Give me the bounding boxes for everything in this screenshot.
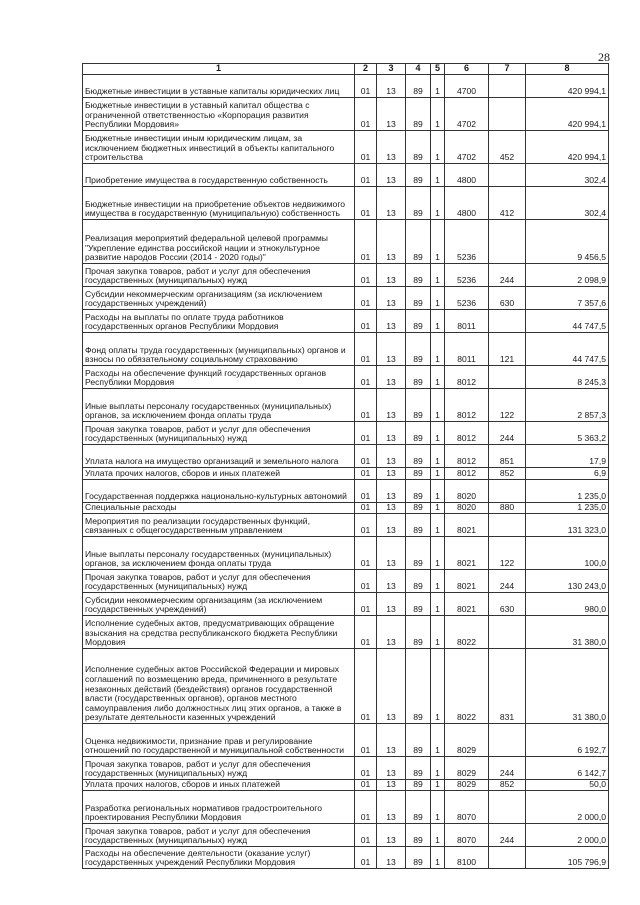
row-value-cell: 89 <box>406 480 431 503</box>
row-name-cell: Бюджетные инвестиции иным юридическим лицам, за исключением бюджетных инвестиций в объекты капитального строительства <box>83 131 355 164</box>
row-value-cell: 89 <box>406 824 431 847</box>
row-value-cell <box>489 310 526 333</box>
row-value-cell: 89 <box>406 724 431 757</box>
row-value-cell: 01 <box>355 616 377 649</box>
row-value-cell: 122 <box>489 537 526 570</box>
row-value-cell: 1 <box>431 537 445 570</box>
row-name-cell: Уплата прочих налогов, сборов и иных платежей <box>83 780 355 791</box>
row-name-cell: Прочая закупка товаров, работ и услуг для обеспечения государственных (муниципальных) нужд <box>83 824 355 847</box>
row-value-cell: 01 <box>355 570 377 593</box>
row-value-cell: 420 994,1 <box>526 98 609 131</box>
row-value-cell: 2 000,0 <box>526 791 609 824</box>
row-value-cell <box>489 75 526 98</box>
row-value-cell: 8012 <box>445 366 489 389</box>
row-value-cell: 8022 <box>445 649 489 724</box>
table-row <box>83 187 609 220</box>
row-value-cell: 01 <box>355 824 377 847</box>
table-row <box>83 468 609 480</box>
row-name-cell: Бюджетные инвестиции в уставные капиталы юридических лиц <box>83 75 355 98</box>
table-row <box>83 514 609 537</box>
row-value-cell: 8021 <box>445 537 489 570</box>
row-value-cell: 1 <box>431 366 445 389</box>
row-value-cell: 130 243,0 <box>526 570 609 593</box>
row-value-cell: 13 <box>377 220 406 264</box>
row-value-cell: 1 <box>431 131 445 164</box>
row-value-cell: 01 <box>355 847 377 869</box>
row-value-cell: 244 <box>489 264 526 287</box>
row-value-cell: 89 <box>406 468 431 480</box>
row-value-cell: 13 <box>377 287 406 310</box>
header-cell: 8 <box>526 64 609 75</box>
table-row <box>83 724 609 757</box>
row-value-cell: 89 <box>406 514 431 537</box>
row-value-cell: 13 <box>377 757 406 780</box>
header-cell: 7 <box>489 64 526 75</box>
row-value-cell: 01 <box>355 445 377 468</box>
row-name-cell: Государственная поддержка национально-культурных автономий <box>83 480 355 503</box>
row-value-cell: 01 <box>355 164 377 187</box>
table-row <box>83 537 609 570</box>
row-value-cell <box>489 791 526 824</box>
row-value-cell: 8029 <box>445 724 489 757</box>
row-value-cell: 89 <box>406 389 431 422</box>
row-value-cell: 89 <box>406 503 431 514</box>
header-cell: 2 <box>355 64 377 75</box>
row-value-cell: 13 <box>377 724 406 757</box>
row-value-cell: 2 000,0 <box>526 824 609 847</box>
table-row <box>83 98 609 131</box>
row-value-cell: 2 857,3 <box>526 389 609 422</box>
row-name-cell: Мероприятия по реализации государственных функций, связанных с общегосударственным управлением <box>83 514 355 537</box>
row-value-cell: 1 <box>431 187 445 220</box>
table-row <box>83 445 609 468</box>
row-value-cell: 89 <box>406 98 431 131</box>
row-value-cell: 302,4 <box>526 164 609 187</box>
row-value-cell: 89 <box>406 366 431 389</box>
row-value-cell: 44 747,5 <box>526 310 609 333</box>
row-value-cell: 244 <box>489 824 526 847</box>
row-name-cell: Бюджетные инвестиции на приобретение объектов недвижимого имущества в государственную (муниципальную) собственность <box>83 187 355 220</box>
row-value-cell: 2 098,9 <box>526 264 609 287</box>
row-value-cell: 01 <box>355 593 377 616</box>
row-value-cell: 1 <box>431 333 445 366</box>
row-value-cell: 1 <box>431 422 445 445</box>
row-value-cell: 980,0 <box>526 593 609 616</box>
row-value-cell: 01 <box>355 422 377 445</box>
row-value-cell: 630 <box>489 593 526 616</box>
row-name-cell: Прочая закупка товаров, работ и услуг для обеспечения государственных (муниципальных) нужд <box>83 570 355 593</box>
row-name-cell: Прочая закупка товаров, работ и услуг для обеспечения государственных (муниципальных) нужд <box>83 757 355 780</box>
row-value-cell: 89 <box>406 310 431 333</box>
row-value-cell: 89 <box>406 847 431 869</box>
row-value-cell: 7 357,6 <box>526 287 609 310</box>
table-row <box>83 503 609 514</box>
row-value-cell: 89 <box>406 131 431 164</box>
row-value-cell: 1 <box>431 389 445 422</box>
row-value-cell: 420 994,1 <box>526 131 609 164</box>
row-value-cell: 4702 <box>445 98 489 131</box>
row-value-cell: 13 <box>377 537 406 570</box>
table-row <box>83 757 609 780</box>
row-name-cell: Фонд оплаты труда государственных (муниципальных) органов и взносы по обязательному социальному страхованию <box>83 333 355 366</box>
row-value-cell: 1 <box>431 514 445 537</box>
row-value-cell: 4800 <box>445 187 489 220</box>
row-value-cell: 131 323,0 <box>526 514 609 537</box>
row-value-cell: 1 <box>431 649 445 724</box>
row-value-cell: 8029 <box>445 757 489 780</box>
header-cell: 1 <box>83 64 355 75</box>
table-row <box>83 593 609 616</box>
row-value-cell: 44 747,5 <box>526 333 609 366</box>
row-value-cell: 1 235,0 <box>526 503 609 514</box>
row-value-cell: 4702 <box>445 131 489 164</box>
row-value-cell: 13 <box>377 333 406 366</box>
row-value-cell: 121 <box>489 333 526 366</box>
row-value-cell: 1 <box>431 164 445 187</box>
row-value-cell: 1 <box>431 264 445 287</box>
row-value-cell: 01 <box>355 780 377 791</box>
row-value-cell: 13 <box>377 445 406 468</box>
table-row <box>83 422 609 445</box>
row-value-cell: 13 <box>377 164 406 187</box>
row-value-cell: 1 <box>431 503 445 514</box>
row-value-cell: 122 <box>489 389 526 422</box>
row-value-cell: 13 <box>377 570 406 593</box>
row-name-cell: Расходы на обеспечение функций государственных органов Республики Мордовия <box>83 366 355 389</box>
row-value-cell: 89 <box>406 616 431 649</box>
table-row <box>83 389 609 422</box>
row-value-cell: 89 <box>406 780 431 791</box>
row-value-cell: 13 <box>377 824 406 847</box>
row-value-cell: 31 380,0 <box>526 649 609 724</box>
row-name-cell: Приобретение имущества в государственную собственность <box>83 164 355 187</box>
row-value-cell: 852 <box>489 780 526 791</box>
row-value-cell: 89 <box>406 570 431 593</box>
row-value-cell: 89 <box>406 593 431 616</box>
row-value-cell: 452 <box>489 131 526 164</box>
row-value-cell: 8012 <box>445 422 489 445</box>
row-value-cell: 13 <box>377 98 406 131</box>
table-row <box>83 333 609 366</box>
row-value-cell: 13 <box>377 310 406 333</box>
row-value-cell: 6 142,7 <box>526 757 609 780</box>
row-value-cell: 4800 <box>445 164 489 187</box>
table-row <box>83 220 609 264</box>
row-name-cell: Субсидии некоммерческим организациям (за исключением государственных учреждений) <box>83 593 355 616</box>
row-value-cell <box>489 847 526 869</box>
row-value-cell: 89 <box>406 164 431 187</box>
row-value-cell: 244 <box>489 422 526 445</box>
row-value-cell: 1 <box>431 468 445 480</box>
page-number: 28 <box>598 50 610 64</box>
row-name-cell: Оценка недвижимости, признание прав и регулирование отношений по государственной и муниципальной собственности <box>83 724 355 757</box>
row-value-cell: 8012 <box>445 445 489 468</box>
row-value-cell: 1 <box>431 287 445 310</box>
row-value-cell: 13 <box>377 468 406 480</box>
table-row <box>83 164 609 187</box>
row-value-cell: 8012 <box>445 468 489 480</box>
row-value-cell: 01 <box>355 649 377 724</box>
row-name-cell: Иные выплаты персоналу государственных (муниципальных) органов, за исключением фонда оплаты труда <box>83 537 355 570</box>
row-value-cell: 8012 <box>445 389 489 422</box>
row-value-cell: 1 <box>431 724 445 757</box>
row-value-cell: 13 <box>377 366 406 389</box>
row-value-cell: 852 <box>489 468 526 480</box>
table-row <box>83 847 609 869</box>
row-value-cell: 17,9 <box>526 445 609 468</box>
row-value-cell: 8100 <box>445 847 489 869</box>
row-value-cell: 302,4 <box>526 187 609 220</box>
row-value-cell: 13 <box>377 791 406 824</box>
row-name-cell: Исполнение судебных актов Российской Федерации и мировых соглашений по возмещению вреда, причиненного в результате незаконных действий (бездействия) органов государственной власти (государственных органов), органов местного самоуправления либо должностных лиц этих органов, а также в результате деятельности казенных учреждений <box>83 649 355 724</box>
row-value-cell: 1 <box>431 220 445 264</box>
row-value-cell: 50,0 <box>526 780 609 791</box>
row-value-cell: 5236 <box>445 287 489 310</box>
row-value-cell: 630 <box>489 287 526 310</box>
row-value-cell: 13 <box>377 847 406 869</box>
table-row <box>83 264 609 287</box>
row-value-cell: 01 <box>355 537 377 570</box>
header-cell: 3 <box>377 64 406 75</box>
row-value-cell: 8070 <box>445 824 489 847</box>
row-value-cell: 13 <box>377 780 406 791</box>
row-name-cell: Разработка региональных нормативов градостроительного проектирования Республики Мордовия <box>83 791 355 824</box>
row-value-cell: 8 245,3 <box>526 366 609 389</box>
row-name-cell: Прочая закупка товаров, работ и услуг для обеспечения государственных (муниципальных) нужд <box>83 422 355 445</box>
row-value-cell: 89 <box>406 220 431 264</box>
header-cell: 4 <box>406 64 431 75</box>
row-value-cell: 6,9 <box>526 468 609 480</box>
row-value-cell: 89 <box>406 187 431 220</box>
row-value-cell <box>489 164 526 187</box>
row-value-cell: 5236 <box>445 264 489 287</box>
row-value-cell: 01 <box>355 220 377 264</box>
row-value-cell: 13 <box>377 616 406 649</box>
row-value-cell: 01 <box>355 480 377 503</box>
budget-table <box>82 63 609 869</box>
row-value-cell: 831 <box>489 649 526 724</box>
row-value-cell: 01 <box>355 131 377 164</box>
row-value-cell: 13 <box>377 649 406 724</box>
row-name-cell: Прочая закупка товаров, работ и услуг для обеспечения государственных (муниципальных) нужд <box>83 264 355 287</box>
row-value-cell <box>489 366 526 389</box>
row-name-cell: Уплата налога на имущество организаций и земельного налога <box>83 445 355 468</box>
row-name-cell: Специальные расходы <box>83 503 355 514</box>
row-value-cell: 8021 <box>445 570 489 593</box>
row-value-cell: 13 <box>377 593 406 616</box>
row-name-cell: Иные выплаты персоналу государственных (муниципальных) органов, за исключением фонда оплаты труда <box>83 389 355 422</box>
row-value-cell: 01 <box>355 287 377 310</box>
row-value-cell: 01 <box>355 514 377 537</box>
header-cell: 6 <box>445 64 489 75</box>
row-value-cell: 89 <box>406 75 431 98</box>
row-value-cell: 1 <box>431 616 445 649</box>
row-value-cell: 412 <box>489 187 526 220</box>
row-value-cell: 8011 <box>445 333 489 366</box>
header-cell: 5 <box>431 64 445 75</box>
row-value-cell: 8020 <box>445 480 489 503</box>
row-value-cell: 89 <box>406 333 431 366</box>
row-value-cell: 01 <box>355 366 377 389</box>
row-value-cell <box>489 98 526 131</box>
row-value-cell: 8011 <box>445 310 489 333</box>
row-value-cell: 244 <box>489 757 526 780</box>
row-name-cell: Субсидии некоммерческим организациям (за исключением государственных учреждений) <box>83 287 355 310</box>
table-row <box>83 780 609 791</box>
table-row <box>83 649 609 724</box>
row-value-cell: 8021 <box>445 593 489 616</box>
row-value-cell: 89 <box>406 422 431 445</box>
table-row <box>83 366 609 389</box>
row-value-cell: 01 <box>355 310 377 333</box>
row-value-cell: 880 <box>489 503 526 514</box>
table-row <box>83 824 609 847</box>
row-value-cell: 13 <box>377 264 406 287</box>
row-value-cell: 1 <box>431 98 445 131</box>
row-value-cell: 89 <box>406 445 431 468</box>
row-value-cell: 105 796,9 <box>526 847 609 869</box>
row-value-cell: 8070 <box>445 791 489 824</box>
table-row <box>83 310 609 333</box>
table-row <box>83 75 609 98</box>
row-value-cell: 89 <box>406 287 431 310</box>
row-name-cell: Исполнение судебных актов, предусматривающих обращение взыскания на средства республиканского бюджета Республики Мордовия <box>83 616 355 649</box>
row-name-cell: Бюджетные инвестиции в уставный капитал общества с ограниченной ответственностью «Корпорация развития Республики Мордовия» <box>83 98 355 131</box>
row-value-cell: 01 <box>355 389 377 422</box>
row-value-cell: 5236 <box>445 220 489 264</box>
row-value-cell: 8029 <box>445 780 489 791</box>
row-value-cell: 13 <box>377 480 406 503</box>
row-value-cell: 420 994,1 <box>526 75 609 98</box>
row-value-cell: 1 <box>431 757 445 780</box>
row-value-cell: 01 <box>355 468 377 480</box>
row-value-cell: 13 <box>377 422 406 445</box>
row-value-cell: 13 <box>377 503 406 514</box>
row-name-cell: Расходы на выплаты по оплате труда работников государственных органов Республики Мордовия <box>83 310 355 333</box>
row-value-cell: 1 <box>431 570 445 593</box>
row-value-cell: 6 192,7 <box>526 724 609 757</box>
row-value-cell: 13 <box>377 389 406 422</box>
row-value-cell: 89 <box>406 791 431 824</box>
row-value-cell: 1 <box>431 824 445 847</box>
table-row <box>83 616 609 649</box>
row-value-cell: 01 <box>355 503 377 514</box>
table-row <box>83 480 609 503</box>
row-value-cell: 100,0 <box>526 537 609 570</box>
row-value-cell: 89 <box>406 757 431 780</box>
row-value-cell: 89 <box>406 649 431 724</box>
row-value-cell: 13 <box>377 187 406 220</box>
row-value-cell: 5 363,2 <box>526 422 609 445</box>
table-row <box>83 791 609 824</box>
row-value-cell: 8020 <box>445 503 489 514</box>
row-value-cell: 01 <box>355 791 377 824</box>
row-value-cell: 1 <box>431 847 445 869</box>
row-value-cell <box>489 480 526 503</box>
row-name-cell: Расходы на обеспечение деятельности (оказание услуг) государственных учреждений Республики Мордовия <box>83 847 355 869</box>
row-value-cell <box>489 220 526 264</box>
row-value-cell: 8022 <box>445 616 489 649</box>
row-value-cell: 01 <box>355 264 377 287</box>
row-value-cell: 1 <box>431 310 445 333</box>
row-value-cell: 31 380,0 <box>526 616 609 649</box>
row-value-cell: 851 <box>489 445 526 468</box>
row-value-cell: 01 <box>355 75 377 98</box>
row-name-cell: Уплата прочих налогов, сборов и иных платежей <box>83 468 355 480</box>
row-value-cell <box>489 514 526 537</box>
row-value-cell: 01 <box>355 724 377 757</box>
row-value-cell: 9 456,5 <box>526 220 609 264</box>
table-row <box>83 570 609 593</box>
row-value-cell: 01 <box>355 187 377 220</box>
row-value-cell: 89 <box>406 537 431 570</box>
row-value-cell <box>489 724 526 757</box>
row-value-cell: 1 <box>431 791 445 824</box>
row-value-cell: 01 <box>355 98 377 131</box>
row-value-cell: 01 <box>355 333 377 366</box>
row-value-cell: 244 <box>489 570 526 593</box>
row-value-cell: 4700 <box>445 75 489 98</box>
row-value-cell: 13 <box>377 75 406 98</box>
row-value-cell: 1 <box>431 480 445 503</box>
row-value-cell: 1 <box>431 780 445 791</box>
row-value-cell: 8021 <box>445 514 489 537</box>
header-row <box>83 64 609 75</box>
row-value-cell: 89 <box>406 264 431 287</box>
row-value-cell: 1 <box>431 593 445 616</box>
row-value-cell: 01 <box>355 757 377 780</box>
row-value-cell: 13 <box>377 131 406 164</box>
row-value-cell <box>489 616 526 649</box>
row-name-cell: Реализация мероприятий федеральной целевой программы "Укрепление единства российской нации и этнокультурное развитие народов России (2014 - 2020 годы)" <box>83 220 355 264</box>
table-row <box>83 131 609 164</box>
table-row <box>83 287 609 310</box>
row-value-cell: 1 235,0 <box>526 480 609 503</box>
row-value-cell: 13 <box>377 514 406 537</box>
row-value-cell: 1 <box>431 75 445 98</box>
row-value-cell: 1 <box>431 445 445 468</box>
